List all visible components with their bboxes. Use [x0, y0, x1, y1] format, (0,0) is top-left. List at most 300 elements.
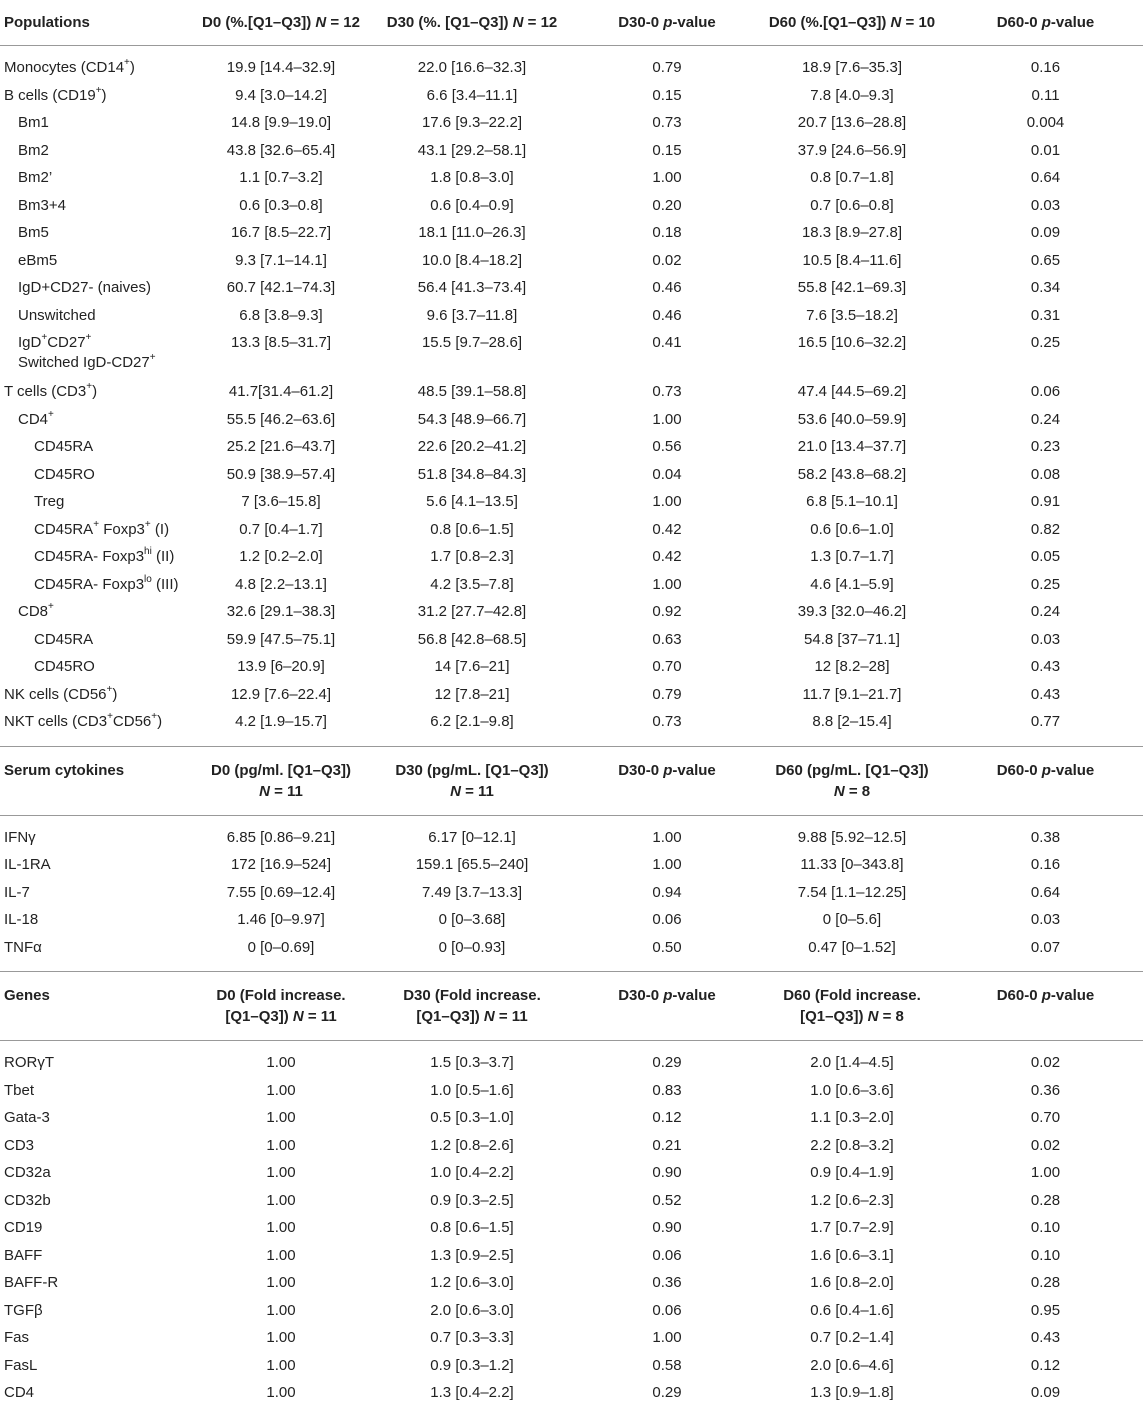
cell-p60: 0.70	[1030, 1109, 1061, 1126]
cell-p60: 0.16	[1030, 856, 1061, 873]
table-row	[0, 828, 1143, 856]
cell-p60: 0.09	[1030, 224, 1061, 241]
row-label: CD3	[4, 1136, 35, 1154]
cell-p60: 0.004	[1026, 114, 1065, 131]
cell-p60: 0.36	[1030, 1081, 1061, 1099]
table-row	[0, 630, 1143, 658]
populations-header-row	[0, 0, 1143, 46]
cell-p60: 0.08	[1030, 465, 1061, 483]
cell-d30: 1.0 [0.4–2.2]	[430, 1164, 514, 1181]
cell-p30: 0.90	[652, 1219, 682, 1236]
cell-d60: 2.0 [0.6–4.6]	[810, 1356, 894, 1374]
cell-d60: 8.8 [2–15.4]	[812, 713, 892, 730]
cell-p60: 0.24	[1030, 410, 1061, 428]
row-label: CD4+	[18, 408, 54, 428]
table-row	[0, 196, 1143, 224]
row-label: CD45RO	[34, 465, 95, 483]
cell-d60: 6.8 [5.1–10.1]	[806, 493, 898, 510]
cell-d60: 7.54 [1.1–12.25]	[797, 883, 907, 901]
cell-d30: 18.1 [11.0–26.3]	[418, 224, 526, 241]
cell-d0: 1.00	[266, 1081, 296, 1099]
cell-p60: 0.43	[1030, 658, 1061, 675]
cell-p60: 0.02	[1030, 1136, 1061, 1154]
row-label: Unswitched	[18, 306, 96, 324]
cell-d0: 60.7 [42.1–74.3]	[226, 279, 336, 296]
cell-d30: 1.3 [0.9–2.5]	[430, 1246, 514, 1264]
header-d60: D60 (Fold increase. [Q1–Q3]) N = 8	[783, 987, 921, 1025]
cell-p60: 0.03	[1030, 630, 1061, 648]
cell-p30: 0.02	[652, 251, 682, 269]
row-label: Bm1	[18, 114, 49, 131]
cell-p30: 0.29	[652, 1054, 682, 1071]
row-label: Bm3+4	[18, 196, 66, 214]
table-row	[0, 168, 1143, 196]
cell-d60: 0 [0–5.6]	[822, 911, 882, 928]
cell-p30: 1.00	[652, 828, 682, 846]
cell-d60: 0.6 [0.6–1.0]	[810, 520, 894, 538]
row-label: CD8+	[18, 601, 54, 620]
cell-p30: 0.63	[652, 630, 682, 648]
cell-d0: 13.3 [8.5–31.7]	[230, 334, 332, 351]
cell-p30: 0.94	[652, 883, 682, 901]
cell-p60: 0.03	[1030, 196, 1061, 214]
row-label: FasL	[4, 1356, 38, 1374]
table-row	[0, 278, 1143, 306]
row-label: IgD+CD27- (naives)	[18, 279, 151, 296]
row-label: IL-18	[4, 911, 39, 928]
genes-header-row	[0, 972, 1143, 1041]
cell-d30: 0.9 [0.3–2.5]	[430, 1191, 514, 1209]
cell-d60: 1.3 [0.9–1.8]	[810, 1384, 894, 1401]
header-p60: D60-0 p-value	[996, 761, 1095, 779]
cell-d0: 1.00	[266, 1384, 296, 1401]
table-row	[0, 883, 1143, 911]
cell-d30: 10.0 [8.4–18.2]	[421, 251, 523, 269]
row-label: CD45RA	[34, 630, 94, 648]
cell-d30: 7.49 [3.7–13.3]	[421, 883, 523, 901]
cell-d0: 1.1 [0.7–3.2]	[239, 169, 323, 186]
cell-p60: 0.95	[1030, 1301, 1061, 1319]
cell-d30: 43.1 [29.2–58.1]	[417, 141, 527, 159]
cell-d60: 18.9 [7.6–35.3]	[801, 59, 903, 76]
cell-d30: 56.8 [42.8–68.5]	[417, 630, 527, 648]
cell-d60: 0.7 [0.2–1.4]	[810, 1329, 894, 1346]
cell-d30: 0.6 [0.4–0.9]	[430, 196, 514, 214]
row-label: CD45RA- $Foxp3^{hi}$ (II)	[34, 546, 175, 565]
row-label: Bm5	[18, 224, 49, 241]
cell-d30: 14 [7.6–21]	[434, 658, 510, 675]
row-label: Bm2’	[18, 169, 53, 186]
cell-d30: 159.1 [65.5–240]	[415, 856, 529, 873]
cell-p30: 0.41	[652, 334, 682, 351]
cell-d60: 1.6 [0.6–3.1]	[810, 1246, 894, 1264]
cell-p30: 0.15	[652, 86, 682, 104]
cell-p30: 0.56	[652, 438, 682, 455]
header-p60: D60-0 p-value	[996, 14, 1095, 31]
row-label: CD4	[4, 1384, 35, 1401]
cell-d60: 2.2 [0.8–3.2]	[810, 1136, 894, 1154]
cell-p60: 0.07	[1030, 938, 1061, 956]
row-label: CD19	[4, 1219, 43, 1236]
cell-d0: 1.00	[266, 1164, 296, 1181]
cell-p30: 0.79	[652, 685, 682, 703]
cell-p30: 1.00	[652, 575, 682, 593]
cell-d30: 1.2 [0.8–2.6]	[430, 1136, 514, 1154]
table-row	[0, 86, 1143, 114]
table-row	[0, 1383, 1143, 1411]
table-row	[0, 1356, 1143, 1384]
row-label: NK cells (CD56+)	[4, 683, 118, 703]
cell-d0: 7.55 [0.69–12.4]	[226, 883, 336, 901]
cell-p60: 0.10	[1030, 1246, 1061, 1264]
table-row	[0, 1191, 1143, 1219]
cell-d0: 1.00	[266, 1219, 296, 1236]
cell-p60: 0.43	[1030, 685, 1061, 703]
cell-d30: 1.8 [0.8–3.0]	[430, 169, 514, 186]
cell-d60: 37.9 [24.6–56.9]	[797, 141, 907, 159]
cell-d30: 1.7 [0.8–2.3]	[430, 548, 514, 565]
table-row	[0, 113, 1143, 141]
row-label: IFNγ	[4, 828, 36, 846]
cell-d0: 13.9 [6–20.9]	[237, 658, 325, 675]
cell-p60: 0.25	[1030, 575, 1061, 593]
table-row	[0, 685, 1143, 713]
cell-d0: 4.8 [2.2–13.1]	[235, 575, 327, 593]
cell-d0: 172 [16.9–524]	[230, 856, 332, 873]
cell-d0: 1.00	[266, 1054, 296, 1071]
cell-d60: 47.4 [44.5–69.2]	[797, 383, 907, 400]
table-row	[0, 465, 1143, 493]
cell-d60: 0.8 [0.7–1.8]	[810, 169, 894, 186]
row-label: BAFF	[4, 1246, 43, 1264]
cell-d30: 0.9 [0.3–1.2]	[430, 1356, 514, 1374]
cell-d30: 9.6 [3.7–11.8]	[426, 306, 518, 324]
cell-p60: 0.03	[1030, 911, 1061, 928]
cell-p30: 0.21	[652, 1136, 682, 1154]
cell-p30: 0.42	[652, 520, 682, 538]
cell-p30: 0.06	[652, 911, 682, 928]
table-row	[0, 855, 1143, 883]
table-row	[0, 657, 1143, 685]
cytokines-header-row	[0, 746, 1143, 815]
row-label: IgD+CD27+ Switched IgD-CD27+	[18, 332, 156, 371]
cell-p30: 1.00	[652, 493, 682, 510]
row-label: CD45RA- $Foxp3^{lo}$ (III)	[34, 573, 179, 593]
cell-d60: 9.88 [5.92–12.5]	[797, 828, 907, 846]
row-label: Bm2	[18, 141, 49, 159]
cell-p60: 0.43	[1030, 1329, 1061, 1346]
cell-p30: 0.06	[652, 1301, 682, 1319]
cell-d0: 1.00	[266, 1191, 296, 1209]
cell-p30: 0.06	[652, 1246, 682, 1264]
table-row	[0, 1163, 1143, 1191]
cell-p60: 0.31	[1030, 306, 1061, 324]
cell-d0: 4.2 [1.9–15.7]	[235, 713, 327, 730]
table-row	[0, 251, 1143, 279]
cell-d0: 1.00	[266, 1301, 296, 1319]
cell-d30: 4.2 [3.5–7.8]	[430, 575, 514, 593]
cell-d60: 12 [8.2–28]	[814, 658, 890, 675]
cell-d0: 19.9 [14.4–32.9]	[226, 59, 336, 76]
cell-p30: 1.00	[652, 410, 682, 428]
cell-d30: 1.5 [0.3–3.7]	[430, 1054, 514, 1071]
cell-p30: 0.79	[652, 59, 682, 76]
cell-d0: 0.7 [0.4–1.7]	[239, 520, 323, 538]
cell-p30: 0.29	[652, 1384, 682, 1401]
cell-p60: 0.64	[1030, 883, 1061, 901]
table-row	[0, 141, 1143, 169]
header-d30: D30 (Fold increase. [Q1–Q3]) N = 11	[403, 987, 541, 1025]
cell-d60: 16.5 [10.6–32.2]	[797, 334, 907, 351]
header-p30: D30-0 p-value	[618, 761, 716, 779]
table-row	[0, 1328, 1143, 1356]
table-row	[0, 1081, 1143, 1109]
cell-d30: 6.17 [0–12.1]	[428, 828, 516, 846]
cell-d0: 9.3 [7.1–14.1]	[235, 251, 327, 269]
cell-d60: 7.6 [3.5–18.2]	[806, 306, 898, 324]
cell-d30: 48.5 [39.1–58.8]	[417, 383, 527, 400]
row-label: CD32b	[4, 1191, 51, 1209]
cell-d60: 2.0 [1.4–4.5]	[810, 1054, 894, 1071]
row-label: RORγT	[4, 1054, 54, 1071]
cell-d0: 0 [0–0.69]	[247, 938, 315, 956]
cell-p60: 1.00	[1030, 1164, 1061, 1181]
cell-p30: 0.73	[652, 383, 682, 400]
table-row	[0, 1218, 1143, 1246]
row-label: Treg	[34, 493, 65, 510]
table-row	[0, 712, 1143, 740]
cytokines-header: Serum cytokines	[4, 761, 125, 779]
table-row	[0, 1273, 1143, 1301]
header-p30: D30-0 p-value	[618, 987, 716, 1004]
cell-d60: 10.5 [8.4–11.6]	[802, 251, 902, 269]
cell-d30: 6.2 [2.1–9.8]	[430, 713, 514, 730]
table-row	[0, 1246, 1143, 1274]
cell-p30: 0.90	[652, 1164, 682, 1181]
table-row	[0, 910, 1143, 938]
cell-d0: 14.8 [9.9–19.0]	[230, 114, 332, 131]
cell-p30: 0.42	[652, 548, 682, 565]
cell-d60: 11.7 [9.1–21.7]	[802, 685, 902, 703]
cell-d30: 5.6 [4.1–13.5]	[426, 493, 518, 510]
table-row	[0, 1053, 1143, 1081]
table-row	[0, 1108, 1143, 1136]
cell-d30: 1.0 [0.5–1.6]	[430, 1081, 514, 1099]
table-row	[0, 437, 1143, 465]
cell-d30: 2.0 [0.6–3.0]	[430, 1301, 514, 1319]
cell-d30: 0 [0–0.93]	[438, 938, 506, 956]
cell-d0: 1.46 [0–9.97]	[237, 911, 325, 928]
cell-d60: 1.6 [0.8–2.0]	[810, 1274, 894, 1291]
cell-d0: 1.00	[266, 1246, 296, 1264]
cell-d60: 0.6 [0.4–1.6]	[810, 1301, 894, 1319]
cell-d60: 4.6 [4.1–5.9]	[810, 575, 894, 593]
cell-d0: 1.00	[266, 1329, 296, 1346]
cell-d30: 1.3 [0.4–2.2]	[430, 1384, 514, 1401]
cell-p30: 0.70	[652, 658, 682, 675]
row-label: NKT cells (CD3+CD56+)	[4, 711, 163, 730]
cell-d0: 7 [3.6–15.8]	[241, 493, 321, 510]
cell-d60: 21.0 [13.4–37.7]	[797, 438, 907, 455]
row-label: B cells (CD19+)	[4, 84, 107, 104]
row-label: BAFF-R	[4, 1274, 59, 1291]
header-d0: D0 (Fold increase. [Q1–Q3]) N = 11	[216, 987, 346, 1025]
cell-p60: 0.38	[1030, 828, 1061, 846]
cell-d0: 1.00	[266, 1274, 296, 1291]
cell-d60: 53.6 [40.0–59.9]	[797, 410, 907, 428]
header-d60: D60 (pg/mL. [Q1–Q3]) N = 8	[775, 761, 929, 800]
cell-d60: 11.33 [0–343.8]	[800, 856, 904, 873]
cell-d0: 6.8 [3.8–9.3]	[239, 306, 323, 324]
row-label: IL-7	[4, 883, 30, 901]
cell-d0: 59.9 [47.5–75.1]	[226, 630, 336, 648]
table-row	[0, 306, 1143, 334]
table-row	[0, 547, 1143, 575]
cell-d30: 0.8 [0.6–1.5]	[430, 1219, 514, 1236]
populations-header: Populations	[4, 14, 90, 31]
cell-d30: 54.3 [48.9–66.7]	[417, 410, 527, 428]
cell-d30: 6.6 [3.4–11.1]	[426, 86, 518, 104]
row-label: CD32a	[4, 1164, 51, 1181]
cell-d0: 50.9 [38.9–57.4]	[226, 465, 336, 483]
cell-d0: 32.6 [29.1–38.3]	[226, 603, 336, 620]
cell-d60: 1.1 [0.3–2.0]	[810, 1109, 894, 1126]
cell-p60: 0.05	[1030, 548, 1061, 565]
cell-p30: 0.18	[652, 224, 682, 241]
cell-d0: 43.8 [32.6–65.4]	[226, 141, 336, 159]
cell-d60: 39.3 [32.0–46.2]	[797, 603, 907, 620]
row-label: Gata-3	[4, 1109, 50, 1126]
cell-p60: 0.91	[1030, 493, 1061, 510]
cell-d0: 1.00	[266, 1109, 296, 1126]
cell-d60: 18.3 [8.9–27.8]	[801, 224, 903, 241]
cell-d0: 9.4 [3.0–14.2]	[235, 86, 327, 104]
cell-p60: 0.23	[1030, 438, 1061, 455]
cell-p60: 0.64	[1030, 169, 1061, 186]
cell-d60: 1.2 [0.6–2.3]	[810, 1191, 894, 1209]
cell-d60: 1.7 [0.7–2.9]	[810, 1219, 894, 1236]
cell-d0: 25.2 [21.6–43.7]	[226, 438, 336, 455]
cell-d0: 41.7[31.4–61.2]	[228, 383, 334, 400]
cell-d30: 56.4 [41.3–73.4]	[417, 279, 527, 296]
header-d30: D30 (%. [Q1–Q3]) N = 12	[386, 14, 558, 31]
cell-d60: 54.8 [37–71.1]	[804, 630, 900, 648]
row-label: eBm5	[18, 251, 58, 269]
header-d0: D0 (%.[Q1–Q3]) N = 12	[202, 14, 360, 31]
table-row	[0, 333, 1143, 382]
cell-d0: 16.7 [8.5–22.7]	[230, 224, 332, 241]
cell-p30: 0.92	[652, 603, 682, 620]
cell-p60: 0.06	[1030, 383, 1061, 400]
cell-p30: 0.20	[652, 196, 682, 214]
cell-d0: 0.6 [0.3–0.8]	[239, 196, 323, 214]
row-label: Tbet	[4, 1081, 35, 1099]
cell-d0: 1.00	[266, 1136, 296, 1154]
cell-p60: 0.11	[1031, 86, 1060, 104]
row-label: CD45RA	[34, 438, 94, 455]
genes-header: Genes	[4, 987, 50, 1004]
cell-d60: 0.7 [0.6–0.8]	[810, 196, 894, 214]
cell-p60: 0.82	[1030, 520, 1061, 538]
cell-d30: 15.5 [9.7–28.6]	[421, 334, 523, 351]
cell-d30: 51.8 [34.8–84.3]	[417, 465, 527, 483]
cell-d60: 7.8 [4.0–9.3]	[810, 86, 894, 104]
table-row	[0, 575, 1143, 603]
cell-p30: 0.73	[652, 713, 682, 730]
cell-d60: 1.3 [0.7–1.7]	[810, 548, 894, 565]
cell-d30: 0.8 [0.6–1.5]	[430, 520, 514, 538]
table-row	[0, 492, 1143, 520]
cell-d30: 31.2 [27.7–42.8]	[417, 603, 527, 620]
cell-p30: 1.00	[652, 1329, 682, 1346]
row-label: T cells (CD3+)	[4, 381, 98, 400]
cell-d30: 22.0 [16.6–32.3]	[417, 59, 527, 76]
table-row	[0, 223, 1143, 251]
cell-d60: 20.7 [13.6–28.8]	[797, 114, 907, 131]
cell-p60: 0.65	[1030, 251, 1061, 269]
header-p60: D60-0 p-value	[996, 987, 1095, 1004]
cell-p30: 0.58	[652, 1356, 682, 1374]
cell-p30: 0.36	[652, 1274, 682, 1291]
cell-d0: 55.5 [46.2–63.6]	[226, 410, 336, 428]
cell-p60: 0.24	[1030, 603, 1061, 620]
cell-d60: 0.9 [0.4–1.9]	[810, 1164, 894, 1181]
cell-p60: 0.77	[1030, 713, 1061, 730]
table-row	[0, 602, 1143, 630]
cell-p30: 0.83	[652, 1081, 682, 1099]
table-row	[0, 1301, 1143, 1329]
table-row	[0, 58, 1143, 86]
cell-p30: 1.00	[652, 169, 682, 186]
cell-d30: 12 [7.8–21]	[434, 685, 510, 703]
row-label: TNFα	[4, 938, 42, 956]
cell-d60: 0.47 [0–1.52]	[808, 938, 896, 956]
cell-p60: 0.25	[1030, 334, 1061, 351]
table-row	[0, 382, 1143, 410]
header-p30: D30-0 p-value	[618, 14, 716, 31]
cell-p60: 0.12	[1030, 1356, 1061, 1374]
cell-d60: 58.2 [43.8–68.2]	[797, 465, 907, 483]
row-label: CD45RO	[34, 658, 95, 675]
cell-p60: 0.09	[1030, 1384, 1061, 1401]
row-label: TGFβ	[4, 1301, 43, 1319]
cell-p30: 0.12	[652, 1109, 682, 1126]
cell-p30: 0.52	[652, 1191, 682, 1209]
cell-p30: 0.15	[652, 141, 682, 159]
cell-p60: 0.34	[1030, 279, 1061, 296]
cell-p30: 0.04	[652, 465, 682, 483]
table-row	[0, 410, 1143, 438]
cell-d30: 1.2 [0.6–3.0]	[430, 1274, 514, 1291]
cell-p60: 0.10	[1030, 1219, 1061, 1236]
cell-d0: 12.9 [7.6–22.4]	[230, 685, 332, 703]
cell-d0: 6.85 [0.86–9.21]	[226, 828, 336, 846]
cell-p30: 0.46	[652, 306, 682, 324]
cell-p30: 0.50	[652, 938, 682, 956]
cell-d0: 1.2 [0.2–2.0]	[239, 548, 323, 565]
cell-p60: 0.16	[1030, 59, 1061, 76]
cell-p60: 0.02	[1030, 1054, 1061, 1071]
cell-p60: 0.28	[1030, 1191, 1061, 1209]
cell-d30: 22.6 [20.2–41.2]	[417, 438, 527, 455]
cell-p30: 0.73	[652, 114, 682, 131]
header-d60: D60 (%.[Q1–Q3]) N = 10	[768, 14, 936, 31]
cell-p30: 0.46	[652, 279, 682, 296]
header-d30: D30 (pg/mL. [Q1–Q3]) N = 11	[395, 761, 549, 800]
cell-d30: 0 [0–3.68]	[438, 911, 506, 928]
table-row	[0, 1136, 1143, 1164]
cell-d30: 0.5 [0.3–1.0]	[430, 1109, 514, 1126]
